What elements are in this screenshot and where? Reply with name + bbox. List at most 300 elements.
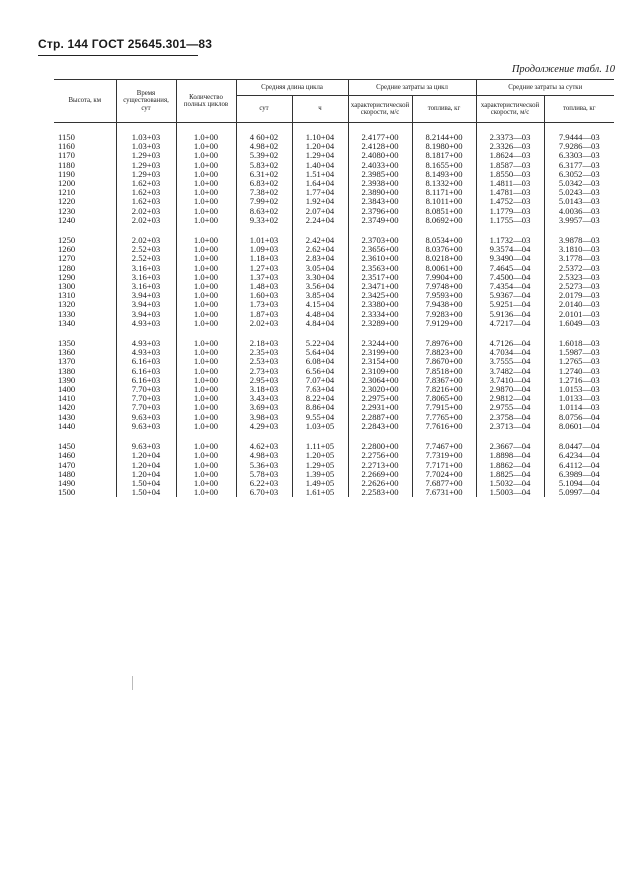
cell-cycle-hours: 1.29+04 [292,151,348,160]
cell-cycle-days: 7.38+02 [236,188,292,197]
cell-cycle-hours: 1.77+04 [292,188,348,197]
cell-lifetime: 3.16+03 [116,282,176,291]
header-cost-cycle: Средние затраты за цикл [348,80,476,96]
cell-cost-day-speed: 1.5032—04 [476,479,544,488]
cell-cycle-hours: 3.85+04 [292,291,348,300]
cell-lifetime: 1.20+04 [116,470,176,479]
cell-lifetime: 1.62+03 [116,188,176,197]
cell-cycle-days: 3.98+03 [236,413,292,422]
cell-cost-cycle-fuel: 7.7915+00 [412,403,476,412]
cell-height: 1160 [58,141,75,152]
cell-cycles: 1.0+00 [176,236,236,245]
cell-cycles: 1.0+00 [176,197,236,206]
cell-cycles: 1.0+00 [176,413,236,422]
cell-cycles: 1.0+00 [176,442,236,451]
cell-cost-day-fuel: 2.5273—03 [544,282,614,291]
cell-cost-cycle-speed: 2.4033+00 [348,161,412,170]
cell-cycle-hours: 9.55+04 [292,413,348,422]
cell-cost-day-speed: 1.1732—03 [476,236,544,245]
cell-cycle-days: 9.33+02 [236,216,292,225]
cell-cycles: 1.0+00 [176,151,236,160]
table-body [54,123,614,498]
cell-cost-day-fuel: 6.3177—03 [544,161,614,170]
cell-cost-day-fuel: 6.3303—03 [544,151,614,160]
cell-cost-cycle-fuel: 8.1493+00 [412,170,476,179]
cell-cost-cycle-fuel: 8.1011+00 [412,197,476,206]
cell-cycle-hours: 8.22+04 [292,394,348,403]
cell-cost-day-speed: 4.7217—04 [476,319,544,328]
page-title: Стр. 144 ГОСТ 25645.301—83 [38,37,213,51]
cell-lifetime: 2.02+03 [116,207,176,216]
cell-height: 1400 [58,384,76,395]
cell-cost-day-speed: 1.8862—04 [476,461,544,470]
cell-lifetime: 1.29+03 [116,170,176,179]
header-lifetime: Время существования, сут [116,80,176,123]
cell-cost-cycle-fuel: 7.9748+00 [412,282,476,291]
cell-cycle-days: 2.18+03 [236,339,292,348]
cell-cycles: 1.0+00 [176,451,236,460]
cell-cost-day-fuel: 6.4234—04 [544,451,614,460]
cell-cost-day-speed: 7.4500—04 [476,273,544,282]
cell-cycle-hours: 7.63+04 [292,385,348,394]
cell-cost-day-fuel: 8.0601—04 [544,422,614,431]
cell-cost-cycle-fuel: 7.8976+00 [412,339,476,348]
cell-cost-cycle-speed: 2.4177+00 [348,133,412,142]
cell-cycles: 1.0+00 [176,207,236,216]
cell-lifetime: 7.70+03 [116,385,176,394]
cell-cost-day-speed: 1.8587—03 [476,161,544,170]
cell-height: 1320 [58,299,76,310]
header-cost-cycle-fuel: топлива, кг [412,96,476,123]
cell-cost-cycle-speed: 2.3796+00 [348,207,412,216]
cell-cost-cycle-fuel: 7.8823+00 [412,348,476,357]
cell-lifetime: 6.16+03 [116,376,176,385]
header-cost-day-speed: характеристической скорости, м/с [476,96,544,123]
cell-lifetime: 3.94+03 [116,291,176,300]
cell-lifetime: 1.62+03 [116,197,176,206]
cell-cost-day-fuel: 1.6018—03 [544,339,614,348]
cell-height: 1230 [58,205,76,216]
cell-cost-cycle-speed: 2.2583+00 [348,488,412,497]
cell-cost-day-speed: 5.9251—04 [476,300,544,309]
cell-lifetime: 3.16+03 [116,264,176,273]
cell-cost-day-fuel: 5.0342—03 [544,179,614,188]
cell-cost-cycle-fuel: 7.8216+00 [412,385,476,394]
cell-cost-day-speed: 2.3758—04 [476,413,544,422]
cell-cost-day-fuel: 5.1094—04 [544,479,614,488]
cell-cycle-days: 4 60+02 [236,133,292,142]
cell-lifetime: 1.20+04 [116,451,176,460]
cell-cycle-hours: 2.62+04 [292,245,348,254]
cell-cost-cycle-fuel: 8.0851+00 [412,207,476,216]
cell-height: 1450 [58,441,76,452]
header-cycles: Количество полных циклов [176,80,236,123]
cell-cost-day-fuel: 5.0997—04 [544,488,614,497]
cell-height: 1260 [58,244,76,255]
cell-cost-cycle-speed: 2.3517+00 [348,273,412,282]
cell-lifetime: 2.52+03 [116,254,176,263]
cell-cost-day-fuel: 5.0143—03 [544,197,614,206]
cell-cycles: 1.0+00 [176,339,236,348]
cell-cycles: 1.0+00 [176,133,236,142]
cell-cost-day-fuel: 2.0179—03 [544,291,614,300]
cell-cycle-days: 8.63+02 [236,207,292,216]
cell-cycle-hours: 1.61+05 [292,488,348,497]
cell-cycle-days: 6.83+02 [236,179,292,188]
cell-cost-cycle-fuel: 7.7024+00 [412,470,476,479]
cell-cycle-days: 3.43+03 [236,394,292,403]
cell-cost-day-fuel: 1.2716—03 [544,376,614,385]
cell-cycle-days: 2.95+03 [236,376,292,385]
cell-cost-cycle-fuel: 7.9438+00 [412,300,476,309]
cell-cost-day-fuel: 1.2740—03 [544,367,614,376]
cell-cycle-hours: 4.84+04 [292,319,348,328]
cell-cost-cycle-fuel: 8.1817+00 [412,151,476,160]
cell-height: 1410 [58,393,76,404]
cell-cost-cycle-fuel: 7.7171+00 [412,461,476,470]
cell-height: 1440 [58,420,76,431]
cell-cycle-hours: 2.83+04 [292,254,348,263]
cell-cycle-days: 4.98+03 [236,451,292,460]
cell-height: 1240 [58,214,76,225]
header-cycle-length: Средняя длина цикла [236,80,348,96]
cell-cost-cycle-fuel: 7.9129+00 [412,319,476,328]
cell-lifetime: 1.29+03 [116,151,176,160]
cell-cycle-hours: 1.29+05 [292,461,348,470]
cell-cycle-hours: 4.48+04 [292,310,348,319]
cell-cost-cycle-fuel: 8.2144+00 [412,133,476,142]
cell-lifetime: 1.62+03 [116,179,176,188]
cell-cost-cycle-fuel: 7.7319+00 [412,451,476,460]
cell-cost-cycle-speed: 2.2887+00 [348,413,412,422]
table-continuation-label: Продолжение табл. 10 [511,64,615,75]
cell-cycle-hours: 2.42+04 [292,236,348,245]
cell-cost-day-speed: 1.1779—03 [476,207,544,216]
cell-cycle-days: 5.78+03 [236,470,292,479]
cell-height: 1460 [58,450,76,461]
cell-cost-day-speed: 1.4811—03 [476,179,544,188]
cell-lifetime: 9.63+03 [116,442,176,451]
cell-lifetime: 4.93+03 [116,348,176,357]
cell-height: 1390 [58,374,76,385]
cell-cost-cycle-fuel: 7.9904+00 [412,273,476,282]
cell-cost-cycle-fuel: 7.9593+00 [412,291,476,300]
cell-cycles: 1.0+00 [176,488,236,497]
cell-cost-day-speed: 1.8550—03 [476,170,544,179]
cell-cycles: 1.0+00 [176,394,236,403]
cell-cost-cycle-speed: 2.3109+00 [348,367,412,376]
cell-cost-cycle-fuel: 8.1332+00 [412,179,476,188]
cell-height: 1350 [58,338,76,349]
cell-cost-day-speed: 2.3373—03 [476,133,544,142]
cell-cost-cycle-fuel: 7.7616+00 [412,422,476,431]
cell-lifetime: 7.70+03 [116,403,176,412]
cell-height: 1490 [58,477,76,488]
cell-cycle-hours: 1.10+04 [292,133,348,142]
cell-cycle-days: 1.48+03 [236,282,292,291]
cell-cost-day-fuel: 1.0133—03 [544,394,614,403]
cell-cost-cycle-fuel: 8.0061+00 [412,264,476,273]
table-row [54,422,614,431]
cell-cost-day-fuel: 1.5987—03 [544,348,614,357]
cell-cycles: 1.0+00 [176,310,236,319]
header-cost-cycle-speed: характеристической скорости, м/с [348,96,412,123]
cell-cost-cycle-speed: 2.2931+00 [348,403,412,412]
cell-cycle-hours: 1.39+05 [292,470,348,479]
cell-height: 1360 [58,347,76,358]
cell-cost-cycle-fuel: 7.8518+00 [412,367,476,376]
cell-cost-cycle-speed: 2.3703+00 [348,236,412,245]
cell-lifetime: 9.63+03 [116,422,176,431]
cell-height: 1290 [58,271,76,282]
cell-cost-cycle-speed: 2.3199+00 [348,348,412,357]
cell-cycles: 1.0+00 [176,179,236,188]
cell-cycle-hours: 6.56+04 [292,367,348,376]
cell-cycle-days: 3.69+03 [236,403,292,412]
cell-cycle-hours: 1.03+05 [292,422,348,431]
cell-cost-cycle-speed: 2.3471+00 [348,282,412,291]
header-rule [38,55,198,56]
cell-cycles: 1.0+00 [176,282,236,291]
cell-cost-day-speed: 7.4354—04 [476,282,544,291]
cell-cycle-days: 1.09+03 [236,245,292,254]
cell-cycles: 1.0+00 [176,170,236,179]
header-cost-day: Средние затраты за сутки [476,80,614,96]
cell-cycle-days: 5.83+02 [236,161,292,170]
cell-cost-cycle-fuel: 8.0218+00 [412,254,476,263]
cell-cycles: 1.0+00 [176,273,236,282]
cell-cost-day-speed: 9.3574—04 [476,245,544,254]
cell-cost-day-speed: 1.8825—04 [476,470,544,479]
cell-cost-day-fuel: 1.6049—03 [544,319,614,328]
cell-cost-cycle-speed: 2.3890+00 [348,188,412,197]
cell-cycle-days: 2.02+03 [236,319,292,328]
header-cost-day-fuel: топлива, кг [544,96,614,123]
cell-cycles: 1.0+00 [176,245,236,254]
cell-cycle-days: 6.22+03 [236,479,292,488]
cell-cost-cycle-speed: 2.2756+00 [348,451,412,460]
cell-cost-cycle-speed: 2.3425+00 [348,291,412,300]
cell-height: 1150 [58,132,75,142]
cell-height: 1310 [58,290,76,301]
cell-cost-cycle-fuel: 8.1980+00 [412,142,476,151]
cell-cost-cycle-fuel: 7.8367+00 [412,376,476,385]
cell-cost-day-speed: 2.3326—03 [476,142,544,151]
cell-cycles: 1.0+00 [176,254,236,263]
cell-cost-day-speed: 2.9755—04 [476,403,544,412]
cell-height: 1380 [58,365,76,376]
cell-height: 1200 [58,178,76,189]
cell-cost-day-fuel: 2.5323—03 [544,273,614,282]
cell-height: 1330 [58,308,76,319]
cell-cost-cycle-speed: 2.2626+00 [348,479,412,488]
cell-cost-day-speed: 5.9367—04 [476,291,544,300]
cell-cycle-hours: 1.51+04 [292,170,348,179]
cell-cycle-hours: 3.56+04 [292,282,348,291]
cell-lifetime: 1.03+03 [116,142,176,151]
cell-cycle-days: 6.31+02 [236,170,292,179]
cell-cycles: 1.0+00 [176,348,236,357]
cell-cost-day-speed: 4.7034—04 [476,348,544,357]
cell-cost-day-speed: 1.8898—04 [476,451,544,460]
cell-height: 1210 [58,187,76,198]
cell-cycle-days: 2.53+03 [236,357,292,366]
cell-height: 1340 [58,317,76,328]
cell-cycle-hours: 4.15+04 [292,300,348,309]
cell-height: 1470 [58,459,76,470]
cell-cycle-hours: 1.64+04 [292,179,348,188]
cell-cycle-days: 2.73+03 [236,367,292,376]
cell-cost-day-speed: 7.4645—04 [476,264,544,273]
cell-cycles: 1.0+00 [176,470,236,479]
cell-cycle-hours: 5.64+04 [292,348,348,357]
cell-cycles: 1.0+00 [176,357,236,366]
cell-cost-day-fuel: 1.0153—03 [544,385,614,394]
data-table [54,79,614,497]
cell-cost-day-fuel: 2.0140—03 [544,300,614,309]
cell-cycles: 1.0+00 [176,385,236,394]
cell-cycle-days: 4.62+03 [236,442,292,451]
cell-cycles: 1.0+00 [176,188,236,197]
cell-cycle-hours: 3.30+04 [292,273,348,282]
cell-cost-day-fuel: 6.4112—04 [544,461,614,470]
cell-cycle-days: 1.60+03 [236,291,292,300]
cell-cost-cycle-fuel: 7.6877+00 [412,479,476,488]
cell-cycle-days: 1.73+03 [236,300,292,309]
cell-cost-cycle-speed: 2.3020+00 [348,385,412,394]
cell-height: 1430 [58,411,76,422]
cell-cycle-hours: 6.08+04 [292,357,348,366]
cell-cost-day-speed: 4.7126—04 [476,339,544,348]
cell-height: 1300 [58,281,76,292]
cell-cycles: 1.0+00 [176,300,236,309]
cell-height: 1250 [58,235,76,246]
cell-cycles: 1.0+00 [176,291,236,300]
cell-cost-day-speed: 2.9812—04 [476,394,544,403]
cell-lifetime: 2.02+03 [116,236,176,245]
cell-cycle-days: 6.70+03 [236,488,292,497]
cell-cycles: 1.0+00 [176,422,236,431]
cell-lifetime: 6.16+03 [116,367,176,376]
cell-cost-cycle-speed: 2.3656+00 [348,245,412,254]
cell-cost-cycle-speed: 2.3563+00 [348,264,412,273]
cell-cycle-hours: 1.11+05 [292,442,348,451]
cell-cost-cycle-fuel: 7.9283+00 [412,310,476,319]
cell-cycles: 1.0+00 [176,161,236,170]
cell-cost-day-speed: 1.4781—03 [476,188,544,197]
cell-cycle-days: 1.87+03 [236,310,292,319]
cell-cost-day-speed: 1.4752—03 [476,197,544,206]
cell-cycles: 1.0+00 [176,264,236,273]
cell-cost-cycle-fuel: 8.1171+00 [412,188,476,197]
cell-cost-cycle-speed: 2.3064+00 [348,376,412,385]
cell-cycles: 1.0+00 [176,403,236,412]
cell-cost-day-fuel: 3.9878—03 [544,236,614,245]
cell-lifetime: 6.16+03 [116,357,176,366]
cell-cost-cycle-fuel: 7.6731+00 [412,488,476,497]
cell-cycle-hours: 7.07+04 [292,376,348,385]
cell-cost-day-fuel: 6.3989—04 [544,470,614,479]
cell-cost-cycle-speed: 2.4080+00 [348,151,412,160]
cell-lifetime: 1.29+03 [116,161,176,170]
cell-cost-day-fuel: 3.1778—03 [544,254,614,263]
cell-cost-day-fuel: 6.3052—03 [544,170,614,179]
cell-cost-day-fuel: 8.0756—04 [544,413,614,422]
cell-cycle-days: 7.99+02 [236,197,292,206]
cell-cost-cycle-speed: 2.3938+00 [348,179,412,188]
cell-cost-cycle-speed: 2.3843+00 [348,197,412,206]
cell-cycle-hours: 3.05+04 [292,264,348,273]
cell-cycles: 1.0+00 [176,216,236,225]
cell-height: 1170 [58,150,75,161]
cell-cost-day-fuel: 8.0447—04 [544,442,614,451]
cell-height: 1180 [58,159,75,170]
cell-cost-cycle-fuel: 7.7467+00 [412,442,476,451]
cell-cost-cycle-fuel: 7.7765+00 [412,413,476,422]
cell-cost-day-speed: 5.9136—04 [476,310,544,319]
cell-cycles: 1.0+00 [176,319,236,328]
cell-cost-day-speed: 1.1755—03 [476,216,544,225]
cell-cost-cycle-fuel: 7.8065+00 [412,394,476,403]
cell-cost-cycle-speed: 2.3154+00 [348,357,412,366]
cell-cost-day-fuel: 1.2765—03 [544,357,614,366]
cell-cycle-days: 4.98+02 [236,142,292,151]
cell-cycle-hours: 1.20+05 [292,451,348,460]
cell-lifetime: 3.94+03 [116,310,176,319]
cell-height: 1370 [58,356,76,367]
cell-cost-cycle-speed: 2.2713+00 [348,461,412,470]
cell-cost-day-fuel: 1.0114—03 [544,403,614,412]
cell-cycle-hours: 1.40+04 [292,161,348,170]
cell-lifetime: 4.93+03 [116,339,176,348]
cell-cost-day-fuel: 5.0243—03 [544,188,614,197]
cell-height: 1280 [58,262,76,273]
cell-cycle-days: 5.36+03 [236,461,292,470]
header-cycle-hours: ч [292,96,348,123]
cell-cycle-days: 2.35+03 [236,348,292,357]
cell-height: 1500 [58,487,76,498]
cell-cost-cycle-speed: 2.2975+00 [348,394,412,403]
cell-cost-day-speed: 9.3490—04 [476,254,544,263]
cell-cost-cycle-fuel: 8.1655+00 [412,161,476,170]
cell-cost-day-speed: 3.7482—04 [476,367,544,376]
cell-cost-day-fuel: 4.0036—03 [544,207,614,216]
cell-cost-cycle-fuel: 8.0376+00 [412,245,476,254]
cell-cost-cycle-fuel: 8.0534+00 [412,236,476,245]
cell-lifetime: 3.94+03 [116,300,176,309]
cell-cost-cycle-speed: 2.3610+00 [348,254,412,263]
cell-cycle-hours: 8.86+04 [292,403,348,412]
header-height: Высота, км [54,80,116,123]
cell-cost-cycle-speed: 2.4128+00 [348,142,412,151]
cell-cost-cycle-speed: 2.2669+00 [348,470,412,479]
cell-cycles: 1.0+00 [176,376,236,385]
cell-cost-day-speed: 2.3667—04 [476,442,544,451]
cell-lifetime: 1.03+03 [116,133,176,142]
table-row [54,488,614,497]
cell-cycle-days: 3.18+03 [236,385,292,394]
cell-cost-day-speed: 3.7410—04 [476,376,544,385]
cell-cycle-hours: 5.22+04 [292,339,348,348]
cell-cost-cycle-speed: 2.3749+00 [348,216,412,225]
cell-cost-day-fuel: 3.9957—03 [544,216,614,225]
cell-cycle-hours: 1.20+04 [292,142,348,151]
cell-height: 1270 [58,253,76,264]
table-row [54,216,614,225]
cell-cost-cycle-fuel: 8.0692+00 [412,216,476,225]
cell-cost-day-speed: 2.9870—04 [476,385,544,394]
cell-height: 1480 [58,468,76,479]
